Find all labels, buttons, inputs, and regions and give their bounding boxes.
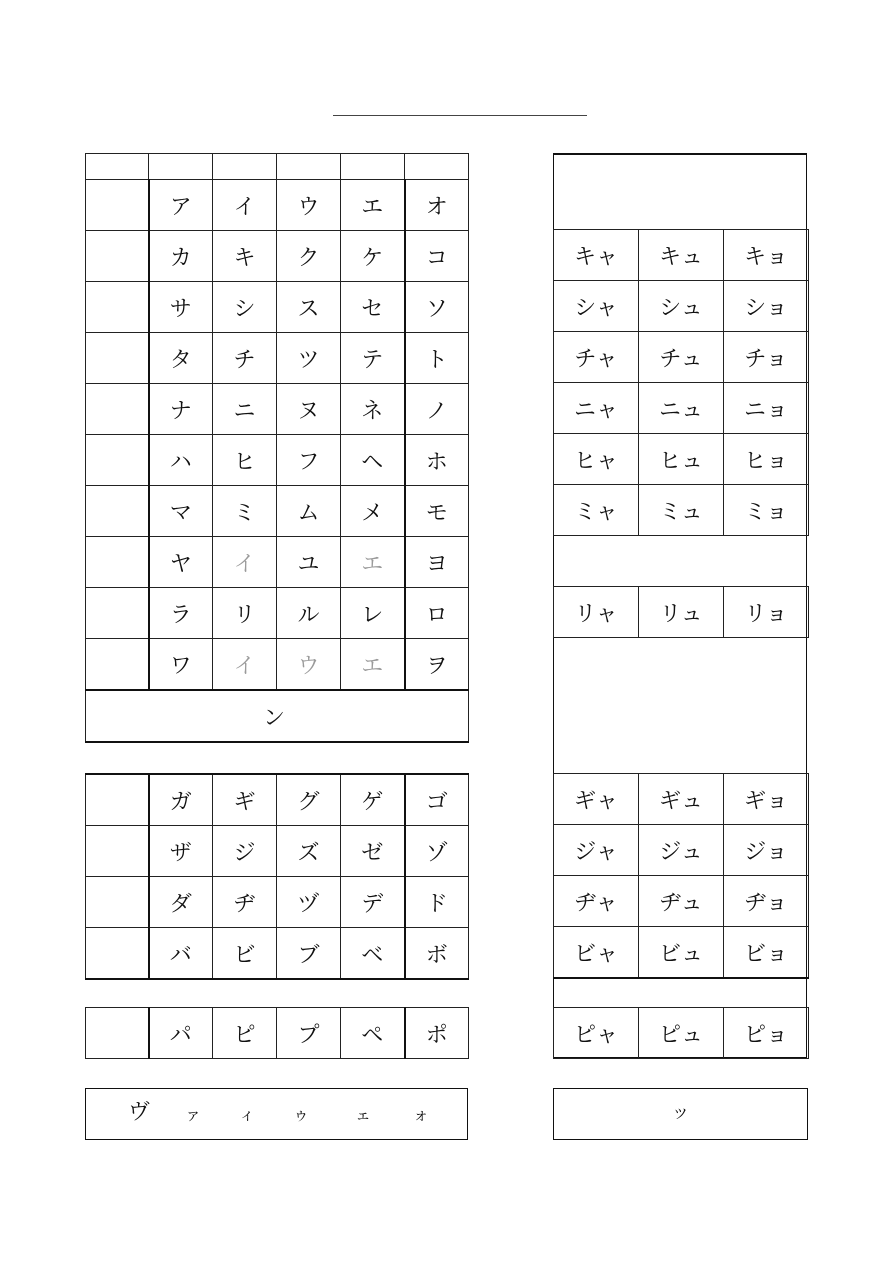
kana-cell: ホ	[405, 435, 469, 486]
table-row	[554, 485, 809, 536]
row-label-cell	[86, 928, 149, 980]
table-row	[554, 434, 809, 485]
kana-cell: ユ	[277, 537, 341, 588]
kana-cell-obsolete: ウ	[277, 639, 341, 691]
kana-cell: ム	[277, 486, 341, 537]
small-tsu-kana: ッ	[671, 1102, 690, 1123]
youon-r-table	[553, 586, 809, 638]
table-row	[554, 825, 809, 876]
kana-cell: ギ	[213, 774, 277, 826]
kana-cell: ウ	[277, 180, 341, 231]
header-cell	[86, 154, 149, 180]
kana-cell: ヤ	[149, 537, 213, 588]
row-label-cell	[86, 384, 149, 435]
kana-cell: リャ	[554, 587, 639, 638]
kana-cell-obsolete: エ	[341, 537, 405, 588]
kana-cell: フ	[277, 435, 341, 486]
table-row	[86, 282, 469, 333]
table-row	[86, 486, 469, 537]
kana-cell: モ	[405, 486, 469, 537]
kana-cell: ピャ	[554, 1008, 639, 1059]
kana-cell: プ	[277, 1008, 341, 1059]
small-kana: ェ	[355, 1105, 372, 1124]
table-row	[554, 281, 809, 332]
kana-cell: ハ	[149, 435, 213, 486]
kana-cell: コ	[405, 231, 469, 282]
kana-cell: ザ	[149, 826, 213, 877]
kana-cell: シ	[213, 282, 277, 333]
kana-cell: ジョ	[724, 825, 809, 876]
dakuon-table	[85, 773, 469, 980]
kana-cell: ヒ	[213, 435, 277, 486]
kana-cell: ショ	[724, 281, 809, 332]
kana-cell: ス	[277, 282, 341, 333]
table-row	[86, 537, 469, 588]
vu-box	[85, 1088, 468, 1140]
kana-cell: チュ	[639, 332, 724, 383]
kana-cell-obsolete: イ	[213, 639, 277, 691]
kana-cell: ボ	[405, 928, 469, 980]
kana-cell: ベ	[341, 928, 405, 980]
small-kana: ゥ	[293, 1105, 310, 1124]
kana-cell: リョ	[724, 587, 809, 638]
kana-cell: ジュ	[639, 825, 724, 876]
kana-cell: パ	[149, 1008, 213, 1059]
kana-cell: キョ	[724, 230, 809, 281]
kana-cell: ヒュ	[639, 434, 724, 485]
kana-cell: ラ	[149, 588, 213, 639]
kana-cell: シュ	[639, 281, 724, 332]
kana-cell: テ	[341, 333, 405, 384]
handakuon-table	[85, 1007, 469, 1059]
kana-cell: ズ	[277, 826, 341, 877]
kana-cell: ソ	[405, 282, 469, 333]
kana-cell: ゼ	[341, 826, 405, 877]
table-row	[86, 435, 469, 486]
kana-cell: ド	[405, 877, 469, 928]
kana-cell: ピョ	[724, 1008, 809, 1059]
kana-cell: ミャ	[554, 485, 639, 536]
table-row	[86, 774, 469, 826]
kana-cell: ビョ	[724, 927, 809, 979]
header-cell	[213, 154, 277, 180]
kana-cell: ニュ	[639, 383, 724, 434]
table-row	[86, 384, 469, 435]
row-label-cell	[86, 877, 149, 928]
table-row	[554, 587, 809, 638]
kana-cell: ギャ	[554, 774, 639, 825]
dakuon-youon-table	[553, 773, 809, 979]
header-cell	[277, 154, 341, 180]
kana-cell: バ	[149, 928, 213, 980]
table-row	[86, 928, 469, 980]
kana-cell: ル	[277, 588, 341, 639]
kana-cell: ゲ	[341, 774, 405, 826]
kana-cell: ワ	[149, 639, 213, 691]
kana-cell: チャ	[554, 332, 639, 383]
kana-cell: リ	[213, 588, 277, 639]
row-label-cell	[86, 282, 149, 333]
kana-cell: ゴ	[405, 774, 469, 826]
kana-cell: ピ	[213, 1008, 277, 1059]
kana-cell: キ	[213, 231, 277, 282]
kana-cell: ケ	[341, 231, 405, 282]
table-row	[554, 383, 809, 434]
table-row	[86, 877, 469, 928]
kana-cell: ヲ	[405, 639, 469, 691]
table-row	[86, 639, 469, 691]
header-cell	[405, 154, 469, 180]
kana-cell: ヒョ	[724, 434, 809, 485]
kana-cell: ポ	[405, 1008, 469, 1059]
table-row	[554, 1008, 809, 1059]
kana-cell: タ	[149, 333, 213, 384]
small-kana: ィ	[239, 1105, 256, 1124]
kana-cell: ヅ	[277, 877, 341, 928]
kana-cell: ビャ	[554, 927, 639, 979]
kana-cell: ペ	[341, 1008, 405, 1059]
kana-cell: ヒャ	[554, 434, 639, 485]
row-label-cell	[86, 588, 149, 639]
handakuon-youon-table	[553, 1007, 809, 1059]
kana-cell: ナ	[149, 384, 213, 435]
header-cell	[341, 154, 405, 180]
table-row	[86, 1008, 469, 1059]
table-row	[554, 332, 809, 383]
row-label-cell	[86, 537, 149, 588]
kana-cell: セ	[341, 282, 405, 333]
kana-cell: ニョ	[724, 383, 809, 434]
kana-cell: ビ	[213, 928, 277, 980]
kana-cell: ミョ	[724, 485, 809, 536]
table-row	[86, 588, 469, 639]
small-kana: ァ	[185, 1105, 202, 1124]
kana-cell: ヨ	[405, 537, 469, 588]
kana-cell: ギュ	[639, 774, 724, 825]
youon-table	[553, 229, 809, 536]
title-blank-line	[333, 115, 587, 116]
kana-cell: ニ	[213, 384, 277, 435]
kana-cell: ト	[405, 333, 469, 384]
header-cell	[149, 154, 213, 180]
kana-cell: ジ	[213, 826, 277, 877]
kana-cell: ヂャ	[554, 876, 639, 927]
kana-cell: ヌ	[277, 384, 341, 435]
kana-cell: グ	[277, 774, 341, 826]
table-row	[554, 927, 809, 979]
kana-cell: ヂョ	[724, 876, 809, 927]
table-row	[554, 774, 809, 825]
kana-cell: ギョ	[724, 774, 809, 825]
kana-cell: マ	[149, 486, 213, 537]
small-tsu-box	[553, 1088, 808, 1140]
row-label-cell	[86, 774, 149, 826]
kana-cell: ミュ	[639, 485, 724, 536]
kana-cell: チョ	[724, 332, 809, 383]
row-label-cell	[86, 826, 149, 877]
kana-cell: サ	[149, 282, 213, 333]
kana-cell: ビュ	[639, 927, 724, 979]
kana-cell: ヂュ	[639, 876, 724, 927]
kana-cell: ゾ	[405, 826, 469, 877]
kana-cell: ニャ	[554, 383, 639, 434]
row-label-cell	[86, 639, 149, 691]
kana-cell: ヂ	[213, 877, 277, 928]
table-row	[554, 230, 809, 281]
row-label-cell	[86, 486, 149, 537]
kana-cell: エ	[341, 180, 405, 231]
kana-cell-obsolete: エ	[341, 639, 405, 691]
kana-cell: ダ	[149, 877, 213, 928]
kana-cell: ガ	[149, 774, 213, 826]
table-row	[86, 231, 469, 282]
row-label-cell	[86, 180, 149, 231]
kana-cell: キャ	[554, 230, 639, 281]
kana-cell: ク	[277, 231, 341, 282]
row-label-cell	[86, 231, 149, 282]
kana-cell: チ	[213, 333, 277, 384]
kana-cell: ネ	[341, 384, 405, 435]
kana-cell: ブ	[277, 928, 341, 980]
kana-cell: ジャ	[554, 825, 639, 876]
kana-cell: ロ	[405, 588, 469, 639]
table-row	[86, 690, 469, 742]
kana-cell: ノ	[405, 384, 469, 435]
table-row	[86, 333, 469, 384]
row-label-cell	[86, 1008, 149, 1059]
kana-cell: シャ	[554, 281, 639, 332]
kana-cell-obsolete: イ	[213, 537, 277, 588]
kana-cell: リュ	[639, 587, 724, 638]
kana-cell: イ	[213, 180, 277, 231]
vu-main-kana: ヴ	[128, 1100, 151, 1125]
kana-cell: ミ	[213, 486, 277, 537]
table-row	[554, 876, 809, 927]
kana-cell: ヘ	[341, 435, 405, 486]
kana-cell: カ	[149, 231, 213, 282]
kana-cell: デ	[341, 877, 405, 928]
small-kana: ォ	[413, 1105, 430, 1124]
n-cell: ン	[86, 690, 469, 742]
basic-katakana-table	[85, 153, 469, 743]
table-row	[86, 826, 469, 877]
kana-cell: レ	[341, 588, 405, 639]
header-row	[86, 154, 469, 180]
kana-cell: メ	[341, 486, 405, 537]
kana-cell: ピュ	[639, 1008, 724, 1059]
row-label-cell	[86, 333, 149, 384]
row-label-cell	[86, 435, 149, 486]
kana-cell: オ	[405, 180, 469, 231]
kana-cell: ア	[149, 180, 213, 231]
kana-cell: ツ	[277, 333, 341, 384]
kana-cell: キュ	[639, 230, 724, 281]
table-row	[86, 180, 469, 231]
